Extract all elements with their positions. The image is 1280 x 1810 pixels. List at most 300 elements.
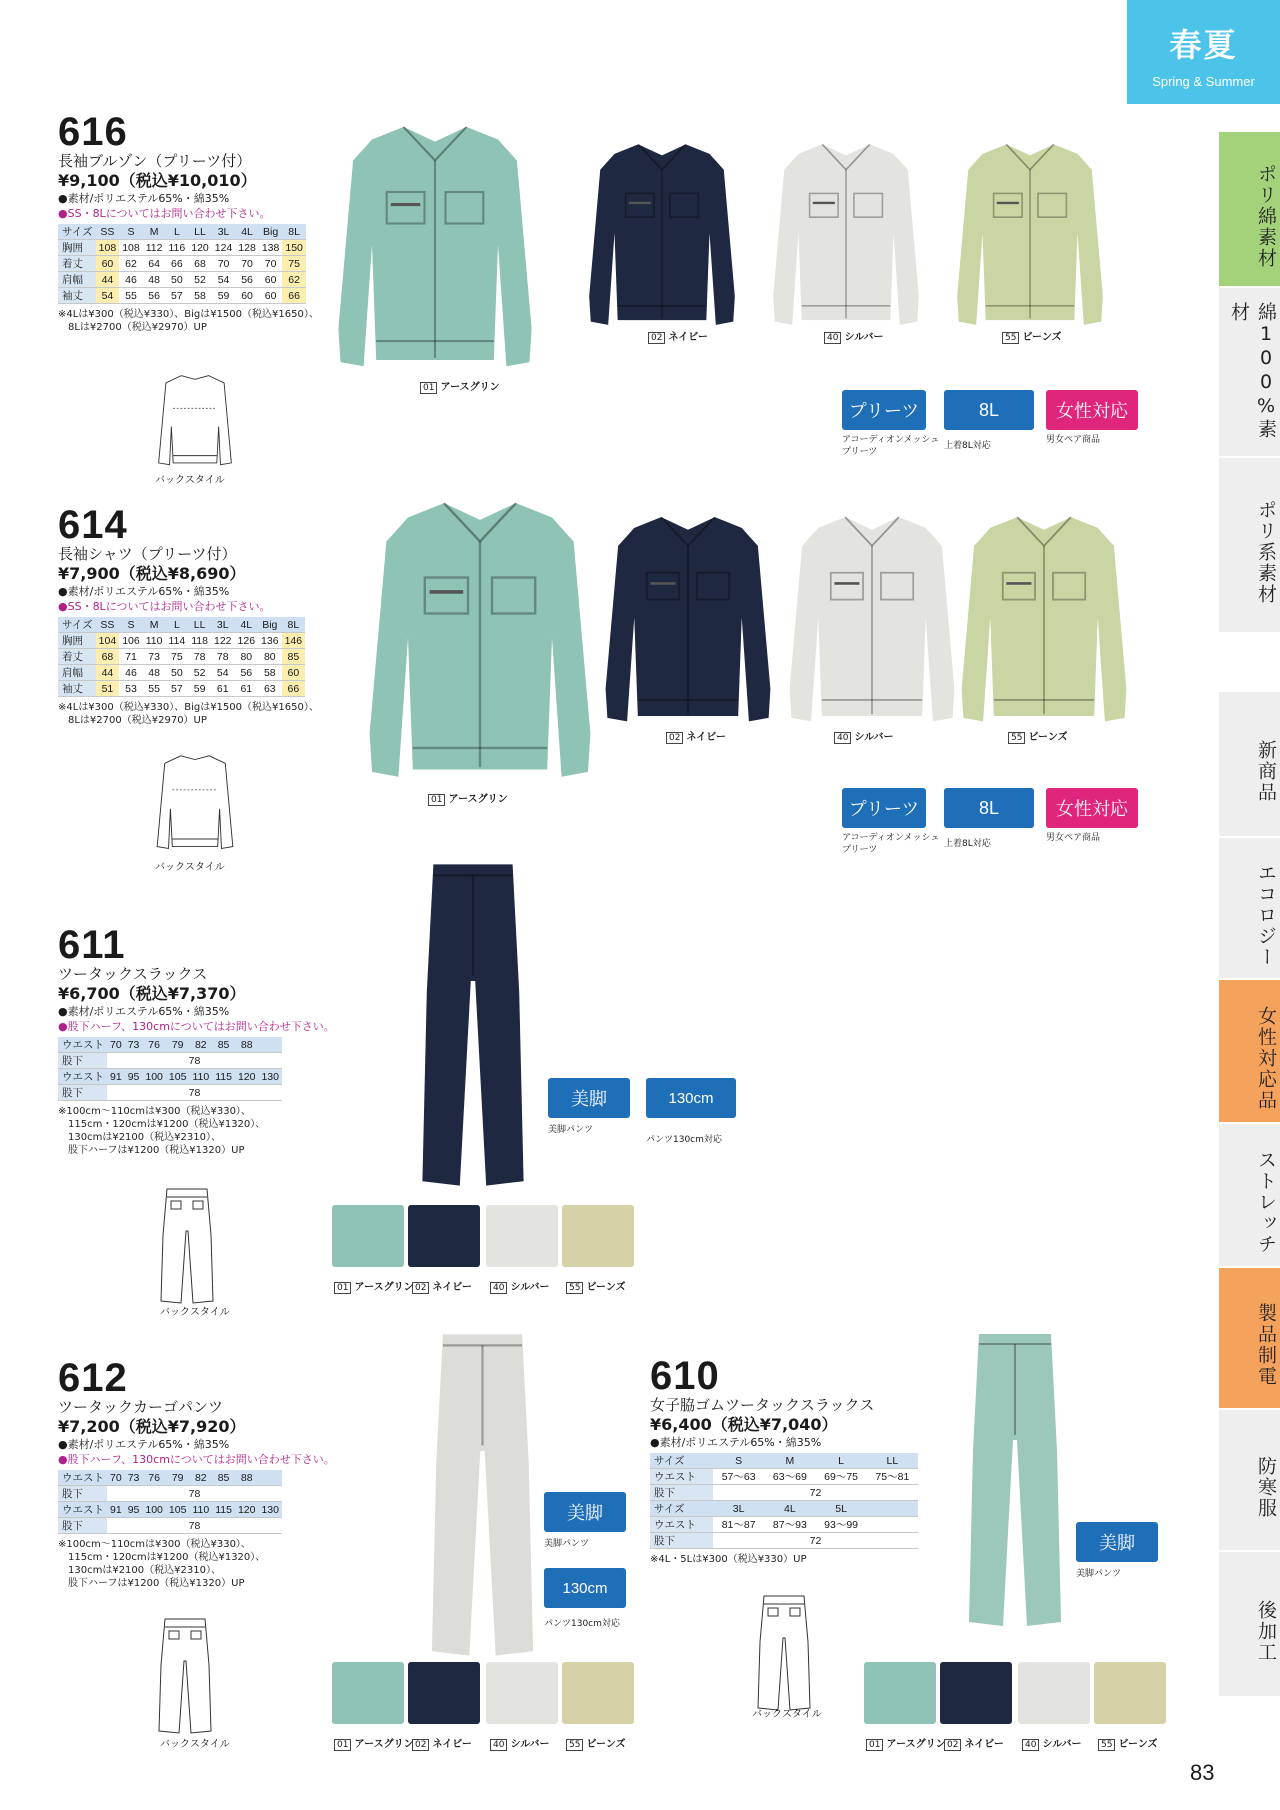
size-table-cell: 62 [282, 272, 306, 288]
size-table-cell: 3L [212, 224, 236, 240]
size-table-label: 股下 [58, 1518, 107, 1534]
size-table-label: 股下 [58, 1486, 107, 1502]
side-tab-women[interactable]: 女性対応品 [1219, 978, 1280, 1122]
size-table-cell: 108 [119, 240, 143, 256]
product-note: ●股下ハーフ、130cmについてはお問い合わせ下さい。 [58, 1020, 335, 1033]
size-table-cell: 122 [211, 633, 235, 649]
size-table-cell: 4L [764, 1501, 815, 1517]
size-table-cell: 55 [143, 681, 166, 697]
slim-legs-caption: 美脚パンツ [544, 1539, 590, 1549]
size-table-cell: 138 [259, 240, 283, 256]
length-130-caption: パンツ130cm対応 [646, 1135, 722, 1145]
size-table-cell: 124 [212, 240, 236, 256]
product-612 [58, 1358, 358, 1590]
size-table-cell: 70 [235, 256, 259, 272]
product-note: ●SS・8Lについてはお問い合わせ下さい。 [58, 600, 271, 613]
color-caption: 02 ネイビー [412, 1278, 472, 1294]
size-table-cell: 50 [165, 665, 188, 681]
season-tab [1127, 0, 1280, 104]
size-table-label: 股下 [58, 1085, 107, 1101]
color-caption: 55 ビーンズ [1008, 728, 1068, 744]
size-table-cell: 70 [107, 1037, 125, 1053]
size-table-cell: 64 [143, 256, 166, 272]
color-caption: 40 シルバー [490, 1735, 550, 1751]
size-table-cell: 62 [119, 256, 143, 272]
size-table-cell: 73 [125, 1470, 143, 1486]
size-table-cell: S [119, 617, 143, 633]
surcharge-note: ※4Lは¥300（税込¥330）、Bigは¥1500（税込¥1650）、 8Lは¥2700（税込¥2970）UP [58, 309, 319, 333]
size-table-cell: 56 [235, 665, 259, 681]
size-table-cell: 54 [211, 665, 235, 681]
side-tab-antistatic[interactable]: 製品制電 [1219, 1266, 1280, 1408]
product-number: 610 [650, 1354, 720, 1398]
size-table-cell: 60 [259, 272, 283, 288]
size-table-cell: SS [96, 617, 120, 633]
shirt-614-earth-green [360, 490, 600, 785]
size-table-label: 股下 [650, 1533, 713, 1549]
size-table-cell: 60 [96, 256, 120, 272]
pants-610-earth-green [960, 1330, 1070, 1630]
size-table-cell: 85 [282, 649, 306, 665]
size-table-cell: 60 [235, 288, 259, 304]
size-table-cell: 59 [188, 681, 211, 697]
product-number: 614 [58, 503, 128, 547]
size-table-cell: M [143, 617, 166, 633]
slim-legs-caption: 美脚パンツ [1076, 1569, 1122, 1579]
size-table-cell: 128 [235, 240, 259, 256]
side-tab-poly-cotton[interactable]: ポリ綿素材 [1219, 130, 1280, 286]
size-table-label: 股下 [58, 1053, 107, 1069]
size-table-label: ウエスト [650, 1469, 713, 1485]
size-table-row [650, 1501, 918, 1517]
size-table-cell: 110 [143, 633, 166, 649]
size-table-cell: 88 [235, 1470, 259, 1486]
size-table-cell: 57〜63 [713, 1469, 764, 1485]
size-table-cell: M [764, 1453, 815, 1469]
size-table-label: ウエスト [58, 1037, 107, 1053]
size-table-row [58, 1470, 282, 1486]
back-style-caption: バックスタイル [155, 862, 225, 873]
size-table-cell [258, 1037, 282, 1053]
size-table-cell: 71 [119, 649, 143, 665]
product-material: ●素材/ポリエステル65%・綿35% [58, 1005, 230, 1018]
swatch-navy [408, 1205, 480, 1267]
side-tab-winter[interactable]: 防寒服 [1219, 1408, 1280, 1550]
back-style-sketch [140, 372, 250, 472]
size-table-cell: 56 [143, 288, 166, 304]
size-table-cell: 106 [119, 633, 143, 649]
swatch-navy [408, 1662, 480, 1724]
size-table-cell: 76 [142, 1470, 166, 1486]
size-table-cell: 48 [143, 272, 166, 288]
size-table-cell: 53 [119, 681, 143, 697]
size-table-cell: 110 [189, 1069, 212, 1085]
size-table [58, 617, 305, 697]
size-table-cell: 120 [188, 240, 212, 256]
length-130-badge: 130cm [544, 1568, 626, 1608]
size-table-cell: 80 [258, 649, 282, 665]
size-table-cell: 61 [235, 681, 259, 697]
color-caption: 02 ネイビー [648, 328, 708, 344]
size-table-cell: 57 [165, 288, 188, 304]
size-table-cell: 91 [107, 1069, 125, 1085]
side-tab-cotton[interactable]: 綿100%素材 [1219, 286, 1280, 456]
color-caption: 02 ネイビー [944, 1735, 1004, 1751]
size-table-cell: 4L [235, 617, 259, 633]
shirt-614-navy [598, 510, 778, 725]
size-table-cell: 120 [235, 1069, 259, 1085]
product-note: ●SS・8Lについてはお問い合わせ下さい。 [58, 207, 271, 220]
size-table-cell: 73 [125, 1037, 143, 1053]
swatch-beans [562, 1662, 634, 1724]
size-table-cell: 76 [142, 1037, 166, 1053]
size-table-label: 胸囲 [58, 633, 96, 649]
size-table-cell: 88 [235, 1037, 259, 1053]
size-table-row [58, 1502, 282, 1518]
product-material: ●素材/ポリエステル65%・綿35% [650, 1436, 822, 1449]
back-style-sketch [140, 752, 250, 856]
product-611 [58, 925, 358, 1157]
back-style-caption: バックスタイル [155, 475, 225, 486]
size-table-row [58, 1085, 282, 1101]
size-table-cell: 52 [188, 272, 212, 288]
size-table-row [650, 1469, 918, 1485]
side-tab-new[interactable]: 新商品 [1219, 690, 1280, 836]
surcharge-note: ※100cm〜110cmは¥300（税込¥330）、 115cm・120cmは¥1200（税込¥1320）、 130cmは¥2100（税込¥2310）、 股下ハーフは¥1200（税込¥1320）UP [58, 1539, 266, 1589]
color-caption: 55 ビーンズ [566, 1735, 626, 1751]
size-table [58, 1037, 282, 1101]
size-table-cell: LL [188, 617, 211, 633]
page-number: 83 [1190, 1760, 1215, 1785]
size-table-row [58, 1069, 282, 1085]
size-table-row [58, 256, 306, 272]
side-tab-poly[interactable]: ポリ系素材 [1219, 456, 1280, 632]
back-style-sketch [150, 1615, 220, 1735]
slim-legs-badge: 美脚 [1076, 1522, 1158, 1562]
pants-612-silver [420, 1330, 545, 1660]
size-table-cell: 72 [713, 1485, 918, 1501]
size-table-cell: 78 [107, 1486, 282, 1502]
size-table-cell: 52 [188, 665, 211, 681]
size-table-cell: 82 [189, 1037, 212, 1053]
size-table-cell: 54 [96, 288, 120, 304]
size-table-row [58, 617, 305, 633]
side-tab-finishing[interactable]: 後加工 [1219, 1550, 1280, 1696]
product-material: ●素材/ポリエステル65%・綿35% [58, 585, 230, 598]
jacket-616-navy [582, 138, 742, 328]
pleats-caption: アコーディオンメッシュ プリーツ [842, 435, 940, 457]
size-table-row [58, 1486, 282, 1502]
size-table-cell: 66 [282, 681, 306, 697]
size-table-cell: 91 [107, 1502, 125, 1518]
size-table-cell: 126 [235, 633, 259, 649]
size-table-cell: 79 [166, 1470, 190, 1486]
size-table-cell: 116 [165, 240, 188, 256]
slim-legs-badge: 美脚 [548, 1078, 630, 1118]
pleats-badge: プリーツ [842, 390, 926, 430]
pants-611-navy [418, 860, 528, 1190]
size-table-cell: 146 [282, 633, 306, 649]
size-table-cell: 60 [282, 665, 306, 681]
size-table-cell: 55 [119, 288, 143, 304]
size-table-cell: 8L [282, 617, 306, 633]
size-table-cell: 130 [258, 1502, 282, 1518]
size-table-cell: 79 [166, 1037, 190, 1053]
size-table-cell: 3L [713, 1501, 764, 1517]
size-table-cell: 136 [258, 633, 282, 649]
size-table-cell: 58 [258, 665, 282, 681]
size-table-cell: SS [96, 224, 120, 240]
size-table-label: ウエスト [58, 1470, 107, 1486]
color-caption: 40 シルバー [824, 328, 884, 344]
swatch-beans [1094, 1662, 1166, 1724]
length-130-caption: パンツ130cm対応 [544, 1619, 620, 1629]
size-table-cell: 63 [258, 681, 282, 697]
women-caption: 男女ペア商品 [1046, 833, 1101, 843]
size-table-cell: 75 [282, 256, 306, 272]
season-en: Spring & Summer [1152, 74, 1255, 89]
swatch-navy [940, 1662, 1012, 1724]
back-style-caption: バックスタイル [160, 1307, 230, 1318]
size-table-label: ウエスト [650, 1517, 713, 1533]
size-table-cell: 68 [188, 256, 212, 272]
size-table-cell: 82 [189, 1470, 212, 1486]
women-caption: 男女ペア商品 [1046, 435, 1101, 445]
size-table-cell: LL [867, 1453, 918, 1469]
size-table-cell: 120 [235, 1502, 259, 1518]
size-table-cell: 115 [212, 1069, 235, 1085]
product-614 [58, 505, 338, 727]
size-table-cell: 115 [212, 1502, 235, 1518]
size-table-cell: 85 [212, 1037, 235, 1053]
size-table-label: サイズ [58, 224, 96, 240]
size-table-cell: 66 [282, 288, 306, 304]
surcharge-note: ※100cm〜110cmは¥300（税込¥330）、 115cm・120cmは¥1200（税込¥1320）、 130cmは¥2100（税込¥2310）、 股下ハーフは¥1200（税込¥1320）UP [58, 1106, 266, 1156]
size-table-cell: 93〜99 [815, 1517, 866, 1533]
product-616 [58, 112, 338, 334]
size-table-cell: 56 [235, 272, 259, 288]
product-material: ●素材/ポリエステル65%・綿35% [58, 192, 230, 205]
color-caption: 01 アースグリン [334, 1735, 414, 1751]
size-table-cell: 85 [212, 1470, 235, 1486]
product-price: ¥7,900（税込¥8,690） [58, 564, 246, 583]
size-8l-caption: 上着8L対応 [944, 441, 991, 451]
jacket-616-earth-green [330, 112, 540, 377]
size-table-cell: 48 [143, 665, 166, 681]
product-price: ¥6,400（税込¥7,040） [650, 1415, 838, 1434]
back-style-caption: バックスタイル [752, 1709, 822, 1720]
size-table-label: 胸囲 [58, 240, 96, 256]
size-table-label: サイズ [58, 617, 96, 633]
size-table-row [58, 681, 305, 697]
size-table-cell: 105 [166, 1069, 190, 1085]
women-badge: 女性対応 [1046, 788, 1138, 828]
size-table-cell: 110 [189, 1502, 212, 1518]
size-table-cell: 50 [165, 272, 188, 288]
swatch-earth-green [332, 1662, 404, 1724]
color-caption: 55 ビーンズ [566, 1278, 626, 1294]
jacket-616-silver [766, 138, 926, 328]
size-table-cell: 46 [119, 665, 143, 681]
season-ja: 春夏 [1169, 26, 1238, 64]
product-note: ●股下ハーフ、130cmについてはお問い合わせ下さい。 [58, 1453, 335, 1466]
size-table-cell: 130 [258, 1069, 282, 1085]
product-number: 612 [58, 1356, 128, 1400]
slim-legs-caption: 美脚パンツ [548, 1125, 594, 1135]
product-name: 長袖ブルゾン（プリーツ付） [58, 152, 252, 170]
size-table-cell: 58 [188, 288, 212, 304]
size-table-label: サイズ [650, 1501, 713, 1517]
size-table-cell: 73 [143, 649, 166, 665]
size-table-cell: 108 [96, 240, 120, 256]
size-table-cell: 60 [259, 288, 283, 304]
size-table-cell: 78 [188, 649, 211, 665]
surcharge-note: ※4L・5Lは¥300（税込¥330）UP [650, 1554, 807, 1565]
size-table-cell: 78 [211, 649, 235, 665]
size-table-cell: 100 [142, 1069, 166, 1085]
surcharge-note: ※4Lは¥300（税込¥330）、Bigは¥1500（税込¥1650）、 8Lは¥2700（税込¥2970）UP [58, 702, 319, 726]
back-style-caption: バックスタイル [160, 1739, 230, 1750]
size-table-label: 袖丈 [58, 681, 96, 697]
product-name: ツータックスラックス [58, 965, 208, 983]
size-table-row [650, 1517, 918, 1533]
size-table-cell: 63〜69 [764, 1469, 815, 1485]
color-caption: 01 アースグリン [866, 1735, 946, 1751]
size-table-row [58, 1053, 282, 1069]
size-table-cell: L [165, 224, 188, 240]
size-table [58, 1470, 282, 1534]
swatch-earth-green [864, 1662, 936, 1724]
size-table-cell: 70 [212, 256, 236, 272]
size-table-row [58, 288, 306, 304]
size-table-cell: 95 [125, 1502, 143, 1518]
color-caption: 40 シルバー [834, 728, 894, 744]
color-caption: 02 ネイビー [412, 1735, 472, 1751]
product-number: 611 [58, 923, 126, 967]
product-material: ●素材/ポリエステル65%・綿35% [58, 1438, 230, 1451]
size-table-cell: 118 [188, 633, 211, 649]
size-table-cell: 114 [165, 633, 188, 649]
size-table-row [58, 240, 306, 256]
size-table-label: サイズ [650, 1453, 713, 1469]
color-caption: 40 シルバー [490, 1278, 550, 1294]
size-table-cell: S [713, 1453, 764, 1469]
swatch-silver [486, 1662, 558, 1724]
size-table-cell: 69〜75 [815, 1469, 866, 1485]
size-table-label: 着丈 [58, 649, 96, 665]
size-table-cell: 75 [165, 649, 188, 665]
size-8l-badge: 8L [944, 390, 1034, 430]
product-number: 616 [58, 110, 128, 154]
side-tab-stretch[interactable]: ストレッチ [1219, 1122, 1280, 1266]
women-badge: 女性対応 [1046, 390, 1138, 430]
size-table-cell: 59 [212, 288, 236, 304]
product-name: ツータックカーゴパンツ [58, 1398, 224, 1416]
size-table-cell [867, 1501, 918, 1517]
product-price: ¥6,700（税込¥7,370） [58, 984, 246, 1003]
swatch-beans [562, 1205, 634, 1267]
size-8l-caption: 上着8L対応 [944, 839, 991, 849]
length-130-badge: 130cm [646, 1078, 736, 1118]
size-table-label: 着丈 [58, 256, 96, 272]
size-table-row [58, 1037, 282, 1053]
size-table-cell: Big [259, 224, 283, 240]
size-table-cell: 112 [143, 240, 166, 256]
size-table-row [58, 1518, 282, 1534]
size-table-cell [867, 1517, 918, 1533]
size-table-row [58, 665, 305, 681]
size-table-cell: 61 [211, 681, 235, 697]
shirt-614-silver [782, 510, 962, 725]
pleats-caption: アコーディオンメッシュ プリーツ [842, 833, 940, 855]
size-table-cell: L [815, 1453, 866, 1469]
swatch-earth-green [332, 1205, 404, 1267]
size-table-cell: 57 [165, 681, 188, 697]
size-table-cell: 51 [96, 681, 120, 697]
swatch-silver [1018, 1662, 1090, 1724]
size-table-row [58, 633, 305, 649]
size-table-row [650, 1453, 918, 1469]
size-table-cell: 54 [212, 272, 236, 288]
size-table-cell: 87〜93 [764, 1517, 815, 1533]
jacket-616-beans [950, 138, 1110, 328]
size-table-label: ウエスト [58, 1069, 107, 1085]
size-table-cell: L [165, 617, 188, 633]
size-table-cell: 68 [96, 649, 120, 665]
size-table-cell: 46 [119, 272, 143, 288]
color-caption: 55 ビーンズ [1002, 328, 1062, 344]
size-table-label: ウエスト [58, 1502, 107, 1518]
product-name: 女子脇ゴムツータックスラックス [650, 1396, 875, 1414]
size-table-cell: 75〜81 [867, 1469, 918, 1485]
size-table-cell: 104 [96, 633, 120, 649]
size-table-cell: 100 [142, 1502, 166, 1518]
size-table [58, 224, 306, 304]
color-caption: 02 ネイビー [666, 728, 726, 744]
size-table-cell: 78 [107, 1053, 282, 1069]
size-table-cell: 95 [125, 1069, 143, 1085]
size-table-cell: 5L [815, 1501, 866, 1517]
size-table-cell: Big [258, 617, 282, 633]
size-table-label: 肩幅 [58, 272, 96, 288]
size-table-cell: M [143, 224, 166, 240]
size-table-cell: S [119, 224, 143, 240]
swatch-silver [486, 1205, 558, 1267]
size-table-cell: 70 [107, 1470, 125, 1486]
size-table-row [58, 224, 306, 240]
color-caption: 01 アースグリン [334, 1278, 414, 1294]
color-caption: 01 アースグリン [428, 790, 508, 806]
size-table-cell: 8L [282, 224, 306, 240]
back-style-sketch [752, 1592, 816, 1712]
size-table-row [650, 1533, 918, 1549]
color-caption: 40 シルバー [1022, 1735, 1082, 1751]
side-tab-ecology[interactable]: エコロジー [1219, 836, 1280, 978]
size-table-row [58, 649, 305, 665]
size-table-cell: 150 [282, 240, 306, 256]
product-name: 長袖シャツ（プリーツ付） [58, 545, 237, 563]
back-style-sketch [152, 1185, 222, 1305]
color-caption: 01 アースグリン [420, 378, 500, 394]
color-caption: 55 ビーンズ [1098, 1735, 1158, 1751]
size-table-row [58, 272, 306, 288]
size-table-cell: 105 [166, 1502, 190, 1518]
size-8l-badge: 8L [944, 788, 1034, 828]
size-table-label: 肩幅 [58, 665, 96, 681]
size-table-label: 股下 [650, 1485, 713, 1501]
size-table-cell: LL [188, 224, 212, 240]
pleats-badge: プリーツ [842, 788, 926, 828]
